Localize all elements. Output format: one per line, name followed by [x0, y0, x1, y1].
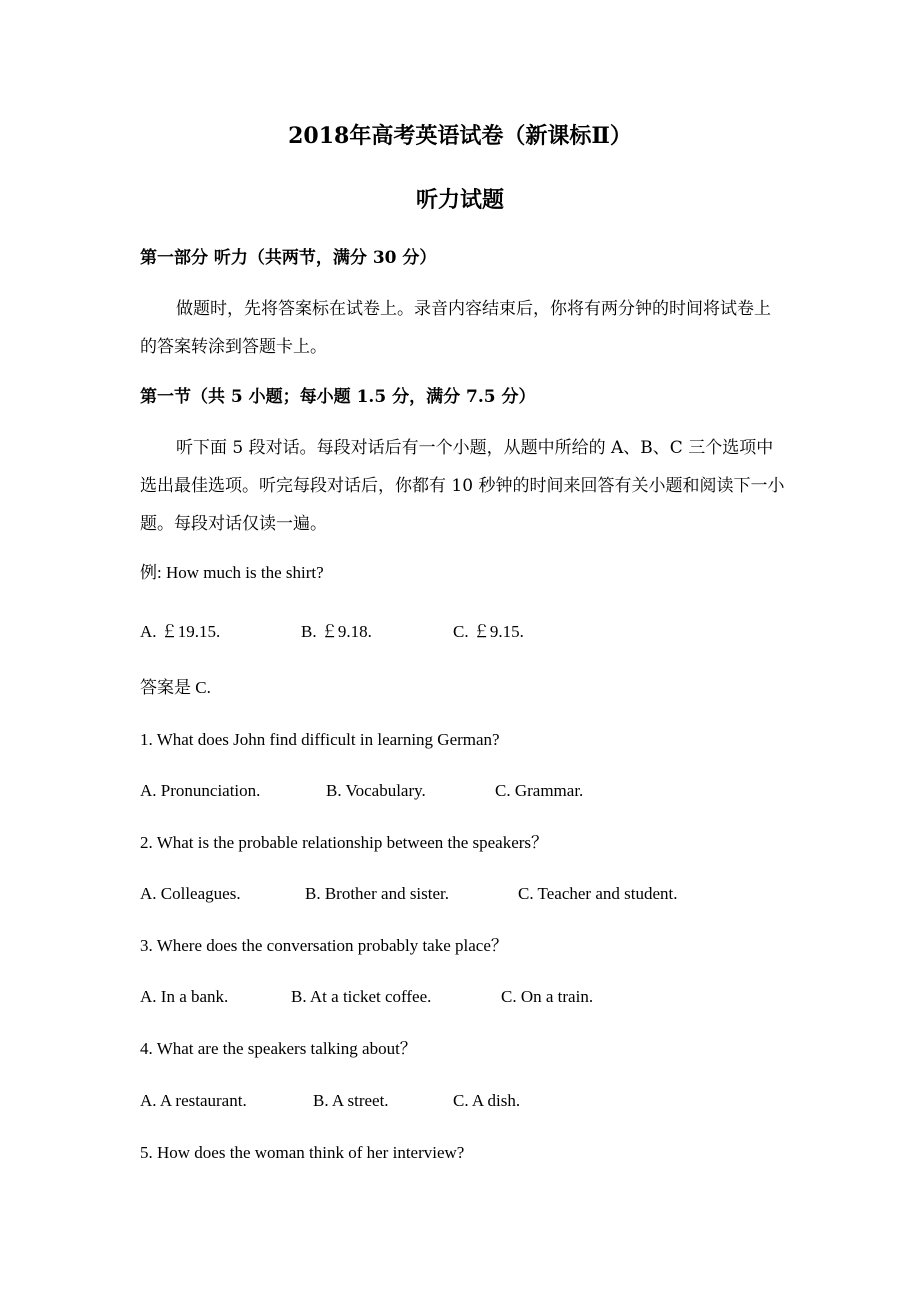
- example-option-b: B. ￡9.18.: [301, 622, 372, 641]
- question-4: 4. What are the speakers talking about？: [140, 1039, 417, 1058]
- question-4-option-b: B. A street.: [313, 1091, 389, 1110]
- question-1-option-a: A. Pronunciation.: [140, 781, 261, 800]
- question-5: 5. How does the woman think of her interview?: [140, 1143, 465, 1162]
- question-4-option-a: A. A restaurant.: [140, 1091, 247, 1110]
- question-3-option-a: A. In a bank.: [140, 987, 229, 1006]
- section1-instructions: 听下面 5 段对话。每段对话后有一个小题，从题中所给的 A、B、C 三个选项中选出最佳选项。听完每段对话后，你都有 10 秒钟的时间来回答有关小题和阅读下一小题。每段对话仅读一遍。: [140, 438, 785, 534]
- example-option-a: A. ￡19.15.: [140, 622, 221, 641]
- question-1: 1. What does John find difficult in learning German?: [140, 730, 500, 749]
- question-2-option-b: B. Brother and sister.: [305, 884, 450, 903]
- exam-subtitle: 听力试题: [415, 187, 504, 213]
- question-3: 3. Where does the conversation probably take place？: [140, 936, 508, 955]
- example-question: 例: How much is the shirt?: [140, 563, 324, 582]
- question-1-option-c: C. Grammar.: [495, 781, 584, 800]
- question-2-option-a: A. Colleagues.: [140, 884, 241, 903]
- part1-heading: 第一部分 听力（共两节，满分 30 分）: [140, 248, 437, 268]
- question-2: 2. What is the probable relationship between the speakers？: [140, 833, 549, 852]
- exam-title: 2018年高考英语试卷（新课标Ⅱ）: [288, 123, 632, 149]
- question-1-option-b: B. Vocabulary.: [326, 781, 426, 800]
- question-4-option-c: C. A dish.: [453, 1091, 521, 1110]
- section1-heading: 第一节（共 5 小题；每小题 1.5 分，满分 7.5 分）: [140, 387, 536, 407]
- question-2-option-c: C. Teacher and student.: [518, 884, 678, 903]
- question-3-option-c: C. On a train.: [501, 987, 594, 1006]
- part1-instructions: 做题时，先将答案标在试卷上。录音内容结束后，你将有两分钟的时间将试卷上的答案转涂到答题卡上。: [140, 299, 771, 357]
- question-3-option-b: B. At a ticket coffee.: [291, 987, 432, 1006]
- example-option-c: C. ￡9.15.: [453, 622, 524, 641]
- example-answer: 答案是 C.: [140, 678, 211, 697]
